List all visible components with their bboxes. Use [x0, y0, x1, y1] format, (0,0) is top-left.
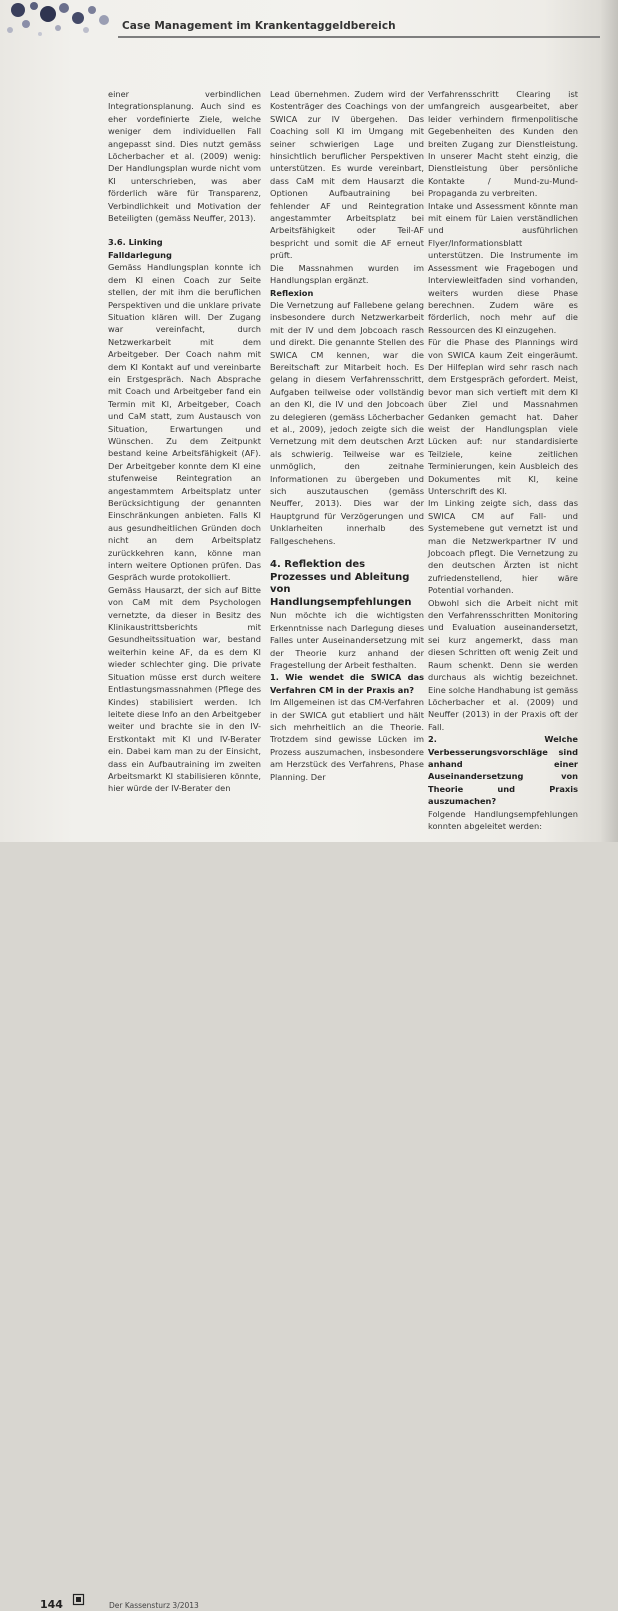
subheading: Falldarlegung	[108, 249, 172, 260]
paragraph: Im Allgemeinen ist das CM-Verfahren in der SWICA gut etabliert und hält sich mehrheitlich an die Theorie. Trotzdem sind gewisse Lücken im Prozess auszumachen, insbesondere am Herzstück des Verfahrens, Phase Planning. Der	[270, 697, 424, 782]
text-column-3	[428, 88, 578, 831]
page-edge-shadow	[600, 0, 618, 842]
section-heading: 3.6. Linking	[108, 237, 163, 248]
question-heading: 1. Wie wendet die SWICA das Verfahren CM in der Praxis an?	[270, 672, 424, 695]
subheading: Reflexion	[270, 287, 314, 298]
paragraph: Nun möchte ich die wichtigsten Erkenntnisse nach Darlegung dieses Falles unter Auseinandersetzung mit der Theorie kurz anhand der Fragestellung der Arbeit festhalten.	[270, 610, 424, 671]
paragraph: Intake und Assessment könnte man mit einem für Laien verständlichen und ausführlichen Flyer/Informationsblatt unterstützen. Die Instrumente im Assessment wie Fragebogen und Interviewleitfaden sind vorhanden, weiters wurden diese Phase berechnen. Zudem wäre es förderlich, noch mehr auf die Ressourcen des KI einzugehen.	[428, 200, 578, 335]
paragraph: Lead übernehmen. Zudem wird der Kostenträger des Coachings von der SWICA zur IV übergehen. Das Coaching soll KI im Umgang mit seiner schwierigen Lage und hinsichtlich beruflicher Perspektiven unterstützen. Es wurde vereinbart, dass CaM mit dem Hausarzt die Optionen Aufbautraining bei fehlender AF und Reintegration angestammter Arbeitsplatz bei Arbeitsfähigkeit oder Teil-AF bespricht und somit die AF erneut prüft.	[270, 89, 424, 261]
journal-logo-icon	[73, 1594, 84, 1605]
paragraph: Gemäss Hausarzt, der sich auf Bitte von CaM mit dem Psychologen vernetzte, da dieser in Besitz des Klinikaustrittsberichts mit Gesundheitssituation war, bestand weiterhin keine AF, da es dem KI wieder schlechter ging. Die private Situation müsse erst durch weitere Entlastungsmassnahmen (Pflege des Kindes) stabilisiert werden. Ich leitete diese Info an den Arbeitgeber weiter und brachte sie in den IV-Erstkontakt mit KI und IV-Berater ein. Dabei kam man zu der Einsicht, dass ein Aufbautraining im zweiten Arbeitsmarkt KI stabilisieren könnte, hier würde der IV-Berater den	[108, 584, 261, 794]
decorative-dots-icon	[0, 0, 120, 46]
text-column-1	[108, 88, 261, 800]
journal-name: Der Kassensturz 3/2013	[109, 1601, 199, 1610]
paragraph: Folgende Handlungsempfehlungen konnten abgeleitet werden:	[428, 808, 578, 831]
section-heading: 4. Reflektion des Prozesses und Ableitung von Handlungsempfehlungen	[270, 559, 412, 608]
paragraph: Für die Phase des Plannings wird von SWICA kaum Zeit eingeräumt. Der Hilfeplan wird sehr rasch nach dem Erstgespräch gefordert. Meist, bevor man sich vertieft mit dem KI über Ziel und Massnahmen Gedanken gemacht hat. Daher weist der Handlungsplan viele Lücken auf: nur standardisierte Teilziele, keine zeitlichen Terminierungen, kein Ausbleich des Dokumentes mit KI, keine Unterschrift des KI.	[428, 337, 578, 496]
header-rule	[118, 36, 600, 38]
paragraph: Im Linking zeigte sich, dass das SWICA CM auf Fall- und Systemebene gut vernetzt ist und man die Netzwerkpartner IV und Jobcoach pflegt. Die Vernetzung zu den deutschen Ärzten ist nicht zufriedenstellend, hier wäre Potential vorhanden.	[428, 498, 578, 596]
paragraph: einer verbindlichen Integrationsplanung. Auch sind es eher vordefinierte Ziele, welche weniger dem individuellen Fall angepasst sind. Dies nutzt gemäss Löcherbacher et al. (2009) wenig: Der Handlungsplan wurde nicht vom KI unterschrieben, was aber förderlich wäre für Transparenz, Verbindlichkeit und Motivation der Beteiligten (gemäss Neuffer, 2013).	[108, 89, 261, 224]
text-column-2	[270, 88, 424, 800]
question-heading: 2. Welche Verbesserungsvorschläge sind anhand einer Auseinandersetzung von Theorie und Praxis auszumachen?	[428, 734, 578, 807]
page-number: 144	[40, 1598, 63, 1611]
paragraph: Verfahrensschritt Clearing ist umfangreich ausgearbeitet, aber leider verhindern firmenpolitische Gegebenheiten des Kunden den breiten Zugang zur Dienstleistung. In unserer Macht steht einzig, die Dienstleistung über persönliche Kontakte / Mund-zu-Mund-Propaganda zu verbreiten.	[428, 89, 578, 199]
paragraph: Obwohl sich die Arbeit nicht mit den Verfahrensschritten Monitoring und Evaluation auseinandersetzt, sei kurz angemerkt, dass man diesen Schritten oft wenig Zeit und Raum schenkt. Denn sie werden durchaus als wichtig bezeichnet. Eine solche Handhabung ist gemäss Löcherbacher et al. (2009) und Neuffer (2013) in der Praxis oft der Fall.	[428, 597, 578, 732]
header-title: Case Management im Krankentaggeldbereich	[122, 20, 396, 32]
paragraph: Gemäss Handlungsplan konnte ich dem KI einen Coach zur Seite stellen, der mit ihm die beruflichen Perspektiven und die unklare private Situation klären will. Der Zugang war vereinfacht, durch Netzwerkarbeit mit dem Arbeitgeber. Der Coach nahm mit dem KI Kontakt auf und vereinbarte ein Erstgespräch. Nach Absprache mit Coach und Arbeitgeber fand ein Termin mit KI, Arbeitgeber, Coach und CaM statt, zum Austausch von Situation, Erwartungen und Wünschen. Zu dem Zeitpunkt bestand keine Arbeitsfähigkeit (AF). Der Arbeitgeber konnte dem KI eine stufenweise Reintegration an angestammtem Arbeitsplatz unter Berücksichtigung der genannten Einschränkungen anbieten. Falls KI aus gesundheitlichen Gründen doch nicht an dem Arbeitsplatz zurückkehren kann, könne man intern weitere Optionen prüfen. Das Gespräch wurde protokolliert.	[108, 262, 261, 583]
paragraph: Die Vernetzung auf Fallebene gelang insbesondere durch Netzwerkarbeit mit der IV und dem Jobcoach rasch und direkt. Die genannte Stellen des SWICA CM kennen, war die Bereitschaft zur Mitarbeit hoch. Es gelang in diesem Verfahrensschritt, Aufgaben teilweise oder vollständig an den KI, die IV und den Jobcoach zu delegieren (gemäss Löcherbacher et al., 2009), jedoch zeigte sich die Vernetzung mit dem deutschen Arzt als schwierig. Teilweise war es unmöglich, den zeitnahe Informationen zu übergeben und sich auszutauschen (gemäss Neuffer, 2013). Dies war der Hauptgrund für Verzögerungen und Unklarheiten innerhalb des Fallgeschehens.	[270, 299, 424, 546]
page-footer	[0, 790, 618, 1611]
paragraph: Die Massnahmen wurden im Handlungsplan ergänzt.	[270, 262, 424, 286]
page-header	[0, 0, 618, 46]
